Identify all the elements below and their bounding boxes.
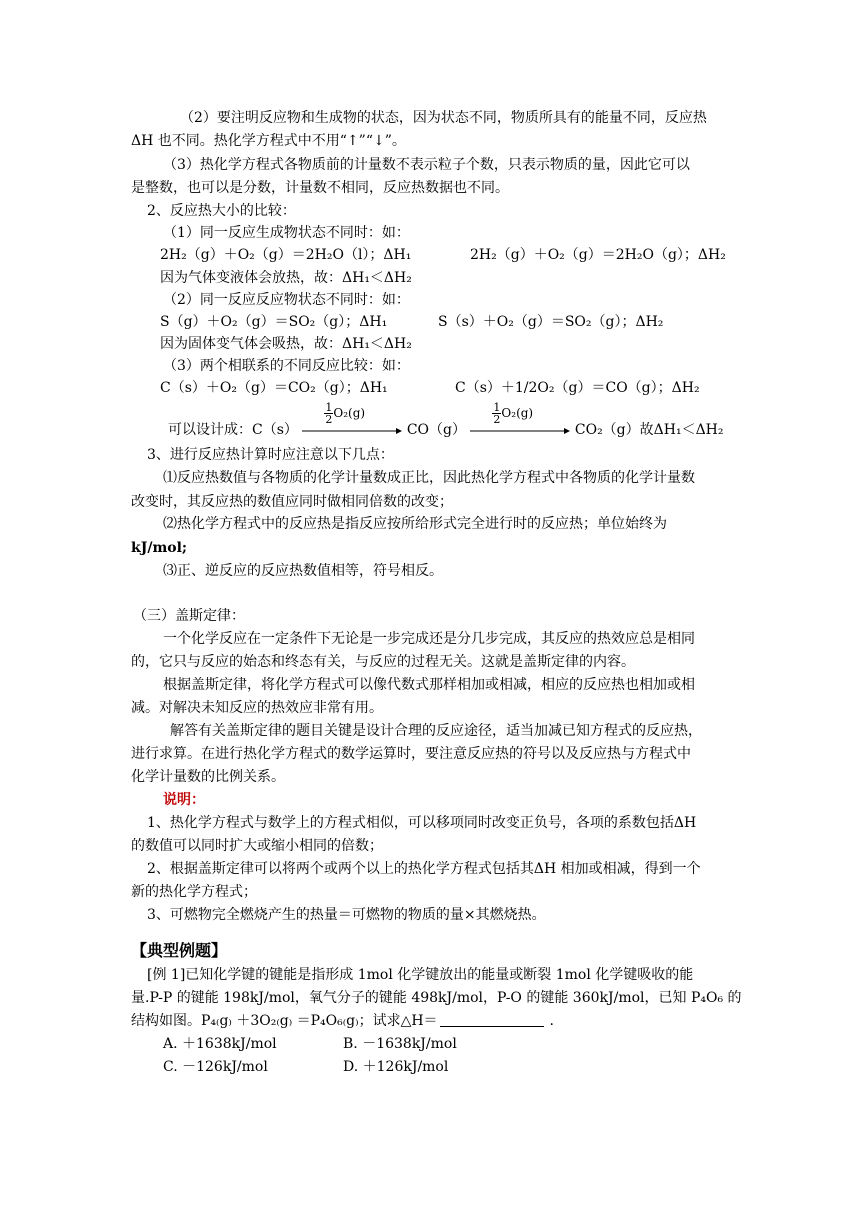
paragraph-line: ⑶正、逆反应的反应热数值相等，符号相反。	[163, 563, 443, 579]
answer-blank[interactable]	[440, 1012, 544, 1027]
option-b[interactable]: B. －1638kJ/mol	[343, 1036, 457, 1052]
paragraph-line: （1）同一反应生成物状态不同时：如：	[163, 225, 410, 241]
arrow-label: $\frac{1}{2}$ O₂(g)	[493, 401, 534, 426]
paragraph-line: 解答有关盖斯定律的题目关键是设计合理的反应途径，适当加减已知方程式的反应热，	[170, 723, 702, 739]
equation: S（s）＋O₂（g）＝SO₂（g）；ΔH₂	[438, 314, 664, 330]
question-line: 量.P-P 的键能 198kJ/mol，氧气分子的键能 498kJ/mol，P-O 的键能 360kJ/mol，已知 P₄O₆ 的	[131, 990, 742, 1006]
paragraph-line: 化学计量数的比例关系。	[131, 769, 285, 785]
reaction-path-end: CO₂（g）故ΔH₁＜ΔH₂	[574, 422, 724, 438]
paragraph-line: （3）两个相联系的不同反应比较：如：	[163, 358, 410, 374]
fraction: $\frac{1}{2}$	[325, 401, 333, 426]
reaction-path-mid: CO（g）	[406, 422, 466, 438]
question-stem-end: .	[549, 1013, 554, 1029]
reaction-path	[168, 401, 724, 440]
paragraph-line: 1、热化学方程式与数学上的方程式相似，可以移项同时改变正负号，各项的系数包括ΔH	[147, 815, 697, 831]
paragraph-line: ⑵热化学方程式中的反应热是指反应按所给形式完全进行时的反应热；单位始终为	[163, 516, 667, 532]
equation: 2H₂（g）＋O₂（g）＝2H₂O（l）；ΔH₁	[160, 247, 412, 263]
question-line: [例 1]已知化学键的键能是指形成 1mol 化学键放出的能量或断裂 1mol 化学键吸收的能	[147, 967, 694, 983]
option-a[interactable]: A. ＋1638kJ/mol	[163, 1036, 277, 1052]
section-heading: 3、进行反应热计算时应注意以下几点：	[147, 447, 394, 463]
reaction-path-start: 可以设计成：C（s）	[168, 422, 298, 438]
note-heading: 说明：	[163, 792, 205, 808]
option-c[interactable]: C. －126kJ/mol	[163, 1059, 268, 1075]
question-stem	[131, 1011, 554, 1031]
equation: S（g）＋O₂（g）＝SO₂（g）；ΔH₁	[160, 314, 388, 330]
paragraph-line: 改变时，其反应热的数值应同时做相同倍数的改变；	[131, 494, 453, 510]
paragraph-line: （2）要注明反应物和生成物的状态，因为状态不同，物质所具有的能量不同，反应热	[180, 110, 707, 126]
paragraph-line: 新的热化学方程式；	[131, 884, 257, 900]
paragraph-line: 的数值可以同时扩大或缩小相同的倍数；	[131, 838, 383, 854]
reaction-arrow	[470, 401, 570, 440]
paragraph-line: （2）同一反应反应物状态不同时：如：	[163, 292, 410, 308]
paragraph-line: 是整数，也可以是分数，计量数不相同，反应热数据也不同。	[131, 180, 509, 196]
paragraph-line: 2、根据盖斯定律可以将两个或两个以上的热化学方程式包括其ΔH 相加或相减，得到一个	[147, 861, 701, 877]
question-stem-text: 结构如图。P₄₍g₎ ＋3O₂₍g₎ ＝P₄O₆₍g₎；试求△H＝	[131, 1013, 438, 1029]
reaction-arrow	[302, 401, 402, 440]
paragraph-line: 因为气体变液体会放热，故：ΔH₁＜ΔH₂	[160, 270, 412, 286]
unit-text: kJ/mol;	[131, 540, 188, 556]
arrow-label: $\frac{1}{2}$ O₂(g)	[325, 401, 366, 426]
arrow-icon	[470, 428, 570, 434]
arrow-icon	[302, 428, 402, 434]
paragraph-line: 根据盖斯定律，将化学方程式可以像代数式那样相加或相减，相应的反应热也相加或相	[163, 677, 695, 693]
equation: 2H₂（g）＋O₂（g）＝2H₂O（g）；ΔH₂	[470, 247, 726, 263]
paragraph-line: 进行求算。在进行热化学方程式的数学运算时，要注意反应热的符号以及反应热与方程式中	[131, 746, 691, 762]
example-heading: 【典型例题】	[131, 941, 228, 960]
paragraph-line: ⑴反应热数值与各物质的化学计量数成正比，因此热化学方程式中各物质的化学计量数	[163, 470, 695, 486]
paragraph-line: （3）热化学方程式各物质前的计量数不表示粒子个数，只表示物质的量，因此它可以	[163, 157, 690, 173]
paragraph-line: 3、可燃物完全燃烧产生的热量＝可燃物的物质的量×其燃烧热。	[147, 907, 546, 923]
equation: C（s）＋1/2O₂（g）＝CO（g）；ΔH₂	[455, 380, 700, 396]
paragraph-line: 减。对解决未知反应的热效应非常有用。	[131, 700, 383, 716]
paragraph-line: 一个化学反应在一定条件下无论是一步完成还是分几步完成，其反应的热效应总是相同	[163, 631, 695, 647]
equation: C（s）＋O₂（g）＝CO₂（g）；ΔH₁	[160, 380, 388, 396]
section-heading: （三）盖斯定律：	[133, 608, 245, 624]
paragraph-line: ΔH 也不同。热化学方程式中不用“↑”“↓”。	[131, 133, 406, 149]
section-heading: 2、反应热大小的比较：	[147, 203, 296, 219]
paragraph-line: 因为固体变气体会吸热，故：ΔH₁＜ΔH₂	[160, 336, 412, 352]
fraction: $\frac{1}{2}$	[493, 401, 501, 426]
option-d[interactable]: D. ＋126kJ/mol	[343, 1059, 449, 1075]
paragraph-line: 的，它只与反应的始态和终态有关，与反应的过程无关。这就是盖斯定律的内容。	[131, 654, 635, 670]
